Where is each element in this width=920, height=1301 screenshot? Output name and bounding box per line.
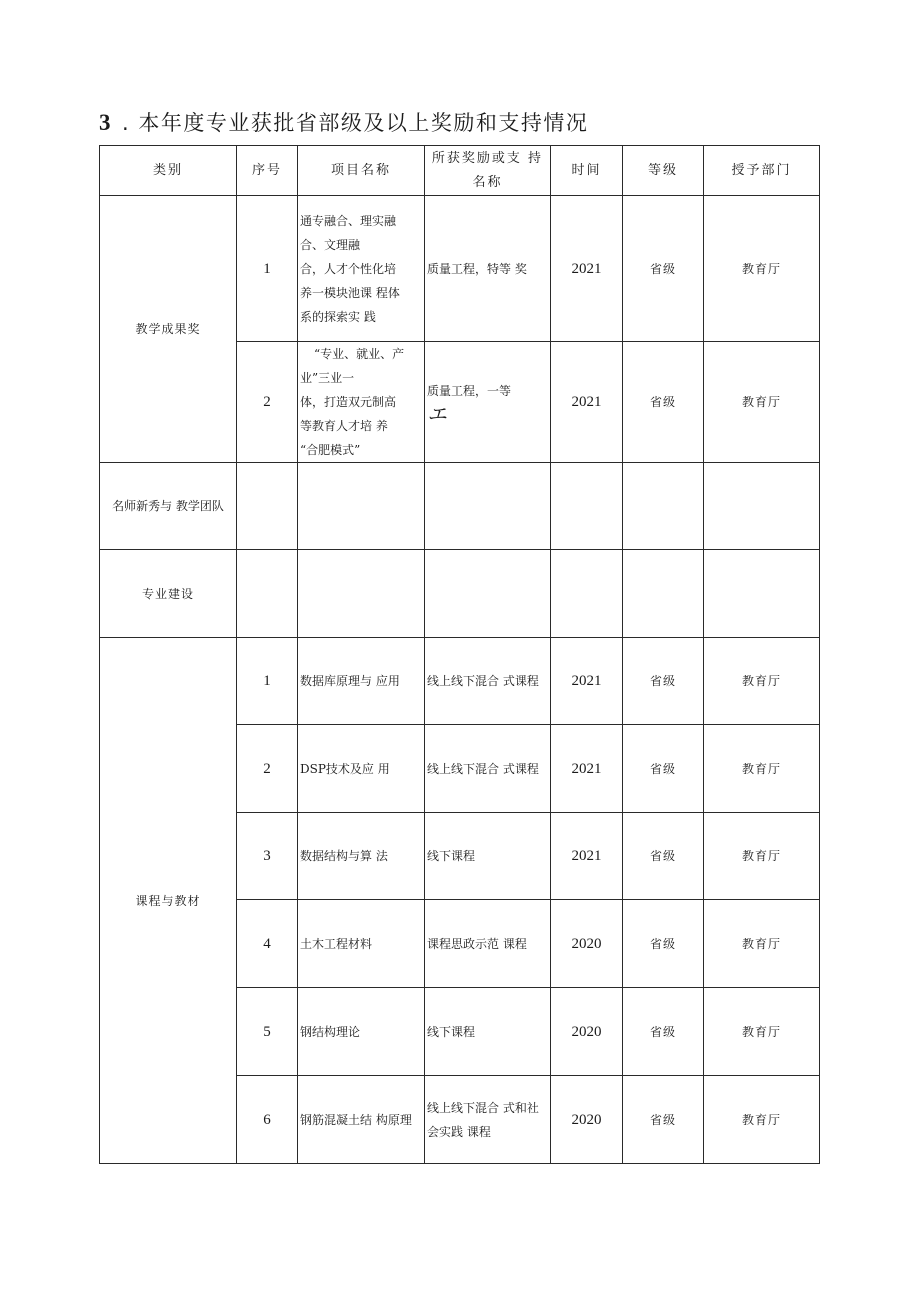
col-header-dept: 授予部门 — [704, 146, 820, 196]
seq-cell — [237, 550, 298, 638]
time-cell: 2020 — [551, 900, 623, 988]
level-cell — [623, 550, 704, 638]
col-header-level: 等级 — [623, 146, 704, 196]
award-cell — [425, 463, 551, 550]
award-cell — [425, 342, 551, 463]
project-name-cell — [298, 550, 425, 638]
level-cell: 省级 — [623, 988, 704, 1076]
table-row — [100, 196, 820, 342]
project-name-cell — [298, 196, 425, 342]
award-cell: 线上线下混合 式课程 — [425, 725, 551, 813]
seq-cell: 3 — [237, 813, 298, 900]
award-cell: 线下课程 — [425, 988, 551, 1076]
level-cell: 省级 — [623, 638, 704, 725]
table-row — [100, 463, 820, 550]
time-cell: 2021 — [551, 813, 623, 900]
level-cell: 省级 — [623, 725, 704, 813]
project-name-line: 合，人才个性化培 — [300, 261, 397, 276]
award-cell: 线上线下混合 式和社会实践 课程 — [425, 1076, 551, 1164]
project-name-line: 业”三业一 — [300, 371, 355, 385]
level-cell: 省级 — [623, 900, 704, 988]
seq-cell: 2 — [237, 725, 298, 813]
project-name-cell: 土木工程材料 — [298, 900, 425, 988]
level-cell: 省级 — [623, 1076, 704, 1164]
col-header-award-name: 所获奖励或支 持名称 — [425, 146, 551, 196]
category-cell: 课程与教材 — [100, 638, 237, 1164]
section-number: 3 — [99, 110, 112, 135]
project-name-line: 系的探索实 践 — [300, 309, 376, 324]
seq-cell: 4 — [237, 900, 298, 988]
project-name-line: 通专融合、理实融 — [300, 213, 397, 228]
section-heading — [99, 107, 588, 137]
table-row — [100, 550, 820, 638]
award-cell: 线上线下混合 式课程 — [425, 638, 551, 725]
awards-table — [99, 145, 820, 1164]
time-cell: 2020 — [551, 1076, 623, 1164]
dept-cell: 教育厅 — [704, 725, 820, 813]
dept-cell: 教育厅 — [704, 1076, 820, 1164]
col-header-seq: 序号 — [237, 146, 298, 196]
time-cell: 2021 — [551, 342, 623, 463]
award-mark: エ — [427, 402, 447, 426]
seq-cell: 1 — [237, 196, 298, 342]
award-cell: 课程思政示范 课程 — [425, 900, 551, 988]
level-cell: 省级 — [623, 813, 704, 900]
category-cell: 专业建设 — [100, 550, 237, 638]
category-cell: 名师新秀与 教学团队 — [100, 463, 237, 550]
project-name-line: 合、文理融 — [300, 237, 361, 252]
seq-cell — [237, 463, 298, 550]
seq-cell: 1 — [237, 638, 298, 725]
dept-cell: 教育厅 — [704, 196, 820, 342]
col-header-category: 类别 — [100, 146, 237, 196]
time-cell: 2021 — [551, 725, 623, 813]
time-cell: 2021 — [551, 196, 623, 342]
project-name-cell: DSP技术及应 用 — [298, 725, 425, 813]
project-name-line: “合肥模式” — [300, 443, 361, 457]
project-name-line: 体，打造双元制高 — [300, 395, 397, 409]
dept-cell: 教育厅 — [704, 988, 820, 1076]
award-text: 质量工程，一等 — [427, 384, 512, 398]
project-name-cell: 钢结构理论 — [298, 988, 425, 1076]
time-cell: 2021 — [551, 638, 623, 725]
table-header-row — [100, 146, 820, 196]
seq-cell: 2 — [237, 342, 298, 463]
dept-cell: 教育厅 — [704, 813, 820, 900]
level-cell — [623, 463, 704, 550]
time-cell: 2020 — [551, 988, 623, 1076]
level-cell: 省级 — [623, 196, 704, 342]
project-name-cell: 数据库原理与 应用 — [298, 638, 425, 725]
col-header-project-name: 项目名称 — [298, 146, 425, 196]
project-name-cell — [298, 463, 425, 550]
dept-cell — [704, 463, 820, 550]
award-cell — [425, 550, 551, 638]
dept-cell: 教育厅 — [704, 638, 820, 725]
award-cell: 线下课程 — [425, 813, 551, 900]
time-cell — [551, 463, 623, 550]
dept-cell: 教育厅 — [704, 342, 820, 463]
col-header-time: 时间 — [551, 146, 623, 196]
project-name-cell: 数据结构与算 法 — [298, 813, 425, 900]
table-row — [100, 638, 820, 725]
project-name-line: 养一模块池课 程体 — [300, 285, 400, 300]
project-name-cell — [298, 342, 425, 463]
category-cell: 教学成果奖 — [100, 196, 237, 463]
project-name-line: “专业、就业、产 — [314, 347, 405, 361]
dept-cell: 教育厅 — [704, 900, 820, 988]
seq-cell: 5 — [237, 988, 298, 1076]
level-cell: 省级 — [623, 342, 704, 463]
section-title: . 本年度专业获批省部级及以上奖励和支持情况 — [122, 111, 589, 135]
seq-cell: 6 — [237, 1076, 298, 1164]
award-cell: 质量工程，特等 奖 — [425, 196, 551, 342]
time-cell — [551, 550, 623, 638]
project-name-line: 等教育人才培 养 — [300, 419, 388, 433]
project-name-cell: 钢筋混凝土结 构原理 — [298, 1076, 425, 1164]
dept-cell — [704, 550, 820, 638]
